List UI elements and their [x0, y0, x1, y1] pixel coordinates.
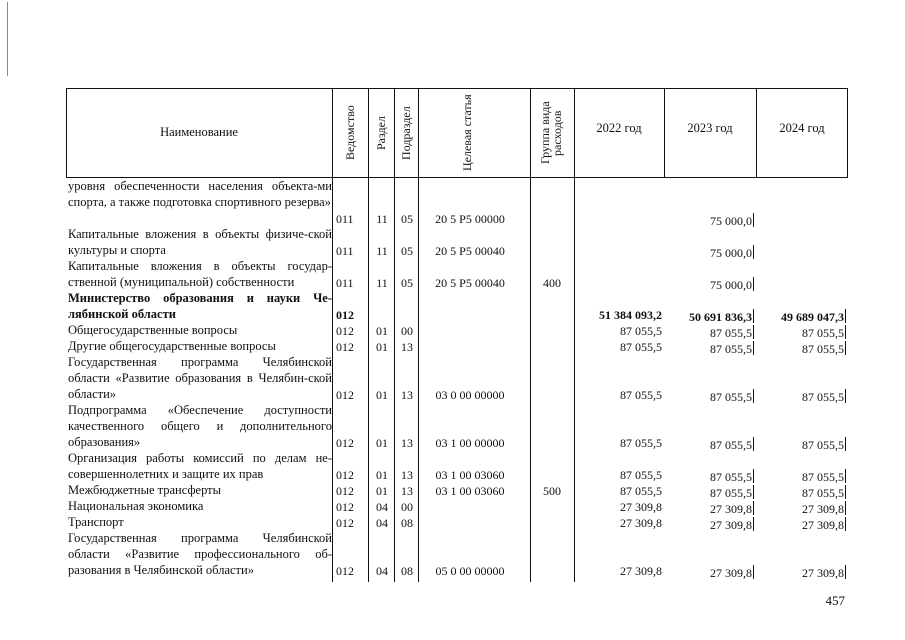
row-name: уровня обеспеченности населения объекта-ми спорта, а также подготовка спортивного резерва»: [68, 179, 332, 209]
cell-2022: 51 384 093,2: [599, 308, 662, 322]
cell-2023: 75 000,0: [710, 214, 752, 228]
cell-podrazdel: 13: [401, 340, 413, 354]
cell-gruppa: 500: [543, 484, 561, 498]
cell-border-tick: [753, 213, 754, 227]
cell-2022: 87 055,5: [620, 324, 662, 338]
cell-celevaya: 05 0 00 00000: [435, 564, 505, 578]
header-2022: 2022 год: [596, 120, 642, 135]
cell-celevaya: 03 0 00 00000: [435, 388, 505, 402]
cell-razdel: 01: [376, 388, 388, 402]
cell-vedomstvo: 012: [336, 564, 354, 578]
cell-podrazdel: 05: [401, 244, 413, 258]
cell-2023: 87 055,5: [710, 390, 752, 404]
cell-2022: 87 055,5: [620, 388, 662, 402]
cell-border-tick: [845, 309, 846, 323]
cell-2023: 87 055,5: [710, 326, 752, 340]
cell-vedomstvo: 012: [336, 388, 354, 402]
cell-2024: 87 055,5: [802, 438, 844, 452]
cell-vedomstvo: 012: [336, 484, 354, 498]
cell-border-tick: [753, 309, 754, 323]
row-name: Подпрограмма «Обеспечение доступности качественного общего и дополнительного образования»: [68, 403, 332, 449]
cell-2023: 87 055,5: [710, 486, 752, 500]
cell-2022: 27 309,8: [620, 516, 662, 530]
header-vedomstvo: Ведомство: [343, 105, 357, 161]
table-row: [66, 451, 848, 483]
cell-vedomstvo: 011: [336, 276, 354, 290]
cell-border-tick: [753, 277, 754, 291]
cell-2023: 27 309,8: [710, 566, 752, 580]
cell-2024: 27 309,8: [802, 566, 844, 580]
cell-border-tick: [753, 389, 754, 403]
header-gruppa: Группа вида расходов: [538, 101, 564, 165]
cell-2024: 27 309,8: [802, 502, 844, 516]
cell-2023: 87 055,5: [710, 470, 752, 484]
cell-razdel: 04: [376, 500, 388, 514]
cell-podrazdel: 08: [401, 516, 413, 530]
cell-razdel: 04: [376, 516, 388, 530]
cell-podrazdel: 00: [401, 500, 413, 514]
cell-vedomstvo: 012: [336, 500, 354, 514]
table-row: [66, 483, 848, 499]
cell-border-tick: [753, 325, 754, 339]
cell-vedomstvo: 012: [336, 468, 354, 482]
cell-2024: 27 309,8: [802, 518, 844, 532]
cell-podrazdel: 05: [401, 212, 413, 226]
header-2023: 2023 год: [687, 120, 733, 135]
cell-vedomstvo: 012: [336, 516, 354, 530]
table-row: [66, 531, 848, 579]
header-podrazdel: Подраздел: [399, 106, 413, 160]
table-row: [66, 355, 848, 403]
cell-border-tick: [845, 485, 846, 499]
table-row: [66, 515, 848, 531]
cell-2022: 87 055,5: [620, 436, 662, 450]
cell-razdel: 04: [376, 564, 388, 578]
cell-2024: 49 689 047,3: [781, 310, 844, 324]
header-2024: 2024 год: [779, 120, 825, 135]
row-name: Общегосударственные вопросы: [68, 323, 238, 337]
cell-border-tick: [845, 501, 846, 515]
table-row: [66, 339, 848, 355]
cell-razdel: 11: [376, 212, 388, 226]
cell-podrazdel: 13: [401, 484, 413, 498]
cell-2022: 87 055,5: [620, 340, 662, 354]
cell-celevaya: 20 5 P5 00000: [435, 212, 505, 226]
row-name: Организация работы комиссий по делам не-совершеннолетних и защите их прав: [68, 451, 332, 481]
cell-border-tick: [753, 517, 754, 531]
margin-line: [7, 2, 8, 76]
cell-border-tick: [845, 389, 846, 403]
cell-celevaya: 03 1 00 00000: [435, 436, 505, 450]
cell-podrazdel: 13: [401, 468, 413, 482]
cell-vedomstvo: 011: [336, 212, 354, 226]
cell-razdel: 11: [376, 244, 388, 258]
cell-celevaya: 03 1 00 03060: [435, 468, 505, 482]
cell-border-tick: [845, 565, 846, 579]
cell-vedomstvo: 012: [336, 340, 354, 354]
page-number: 457: [825, 593, 845, 608]
row-name: Министерство образования и науки Че-лябинской области: [68, 291, 332, 321]
cell-vedomstvo: 012: [336, 324, 354, 338]
cell-2023: 87 055,5: [710, 438, 752, 452]
cell-border-tick: [753, 565, 754, 579]
cell-celevaya: 20 5 P5 00040: [435, 244, 505, 258]
header-celevaya: Целевая статья: [460, 94, 474, 172]
cell-2022: 87 055,5: [620, 468, 662, 482]
cell-podrazdel: 08: [401, 564, 413, 578]
cell-2023: 50 691 836,3: [689, 310, 752, 324]
cell-border-tick: [753, 245, 754, 259]
cell-2024: 87 055,5: [802, 470, 844, 484]
cell-gruppa: 400: [543, 276, 561, 290]
cell-razdel: 01: [376, 468, 388, 482]
cell-vedomstvo: 011: [336, 244, 354, 258]
table-row: [66, 403, 848, 451]
row-name: Национальная экономика: [68, 499, 204, 513]
cell-2023: 75 000,0: [710, 246, 752, 260]
cell-border-tick: [845, 325, 846, 339]
cell-razdel: 01: [376, 340, 388, 354]
table-row: [66, 259, 848, 291]
budget-table: [66, 88, 848, 582]
cell-razdel: 01: [376, 324, 388, 338]
cell-2023: 27 309,8: [710, 502, 752, 516]
cell-border-tick: [753, 485, 754, 499]
cell-border-tick: [845, 437, 846, 451]
cell-2024: 87 055,5: [802, 390, 844, 404]
cell-border-tick: [753, 469, 754, 483]
cell-2022: 87 055,5: [620, 484, 662, 498]
cell-border-tick: [845, 341, 846, 355]
cell-razdel: 01: [376, 436, 388, 450]
cell-border-tick: [845, 517, 846, 531]
cell-podrazdel: 05: [401, 276, 413, 290]
cell-border-tick: [753, 437, 754, 451]
row-name: Государственная программа Челябинской области «Развитие образования в Челябин-ской области»: [68, 355, 332, 401]
cell-2024: 87 055,5: [802, 326, 844, 340]
row-name: Капитальные вложения в объекты физиче-ской культуры и спорта: [68, 227, 332, 257]
table-row: [66, 179, 848, 227]
table-row: [66, 291, 848, 323]
cell-2022: 27 309,8: [620, 564, 662, 578]
row-name: Другие общегосударственные вопросы: [68, 339, 276, 353]
table-row: [66, 323, 848, 339]
cell-razdel: 11: [376, 276, 388, 290]
cell-podrazdel: 13: [401, 388, 413, 402]
row-name: Межбюджетные трансферты: [68, 483, 222, 497]
cell-2023: 75 000,0: [710, 278, 752, 292]
cell-2023: 87 055,5: [710, 342, 752, 356]
cell-podrazdel: 13: [401, 436, 413, 450]
cell-2024: 87 055,5: [802, 342, 844, 356]
cell-podrazdel: 00: [401, 324, 413, 338]
row-name: Государственная программа Челябинской области «Развитие профессионального об-разования в Челябинской области»: [68, 531, 332, 577]
cell-2023: 27 309,8: [710, 518, 752, 532]
cell-2022: 27 309,8: [620, 500, 662, 514]
table-row: [66, 227, 848, 259]
cell-vedomstvo: 012: [336, 436, 354, 450]
table-row: [66, 499, 848, 515]
cell-border-tick: [845, 469, 846, 483]
cell-2024: 87 055,5: [802, 486, 844, 500]
cell-border-tick: [753, 501, 754, 515]
row-name: Транспорт: [68, 515, 124, 529]
cell-celevaya: 03 1 00 03060: [435, 484, 505, 498]
header-razdel: Раздел: [374, 116, 388, 150]
cell-border-tick: [753, 341, 754, 355]
cell-celevaya: 20 5 P5 00040: [435, 276, 505, 290]
row-name: Капитальные вложения в объекты государ-ственной (муниципальной) собственности: [68, 259, 332, 289]
cell-vedomstvo: 012: [336, 308, 354, 322]
header-name: Наименование: [160, 125, 238, 139]
cell-razdel: 01: [376, 484, 388, 498]
